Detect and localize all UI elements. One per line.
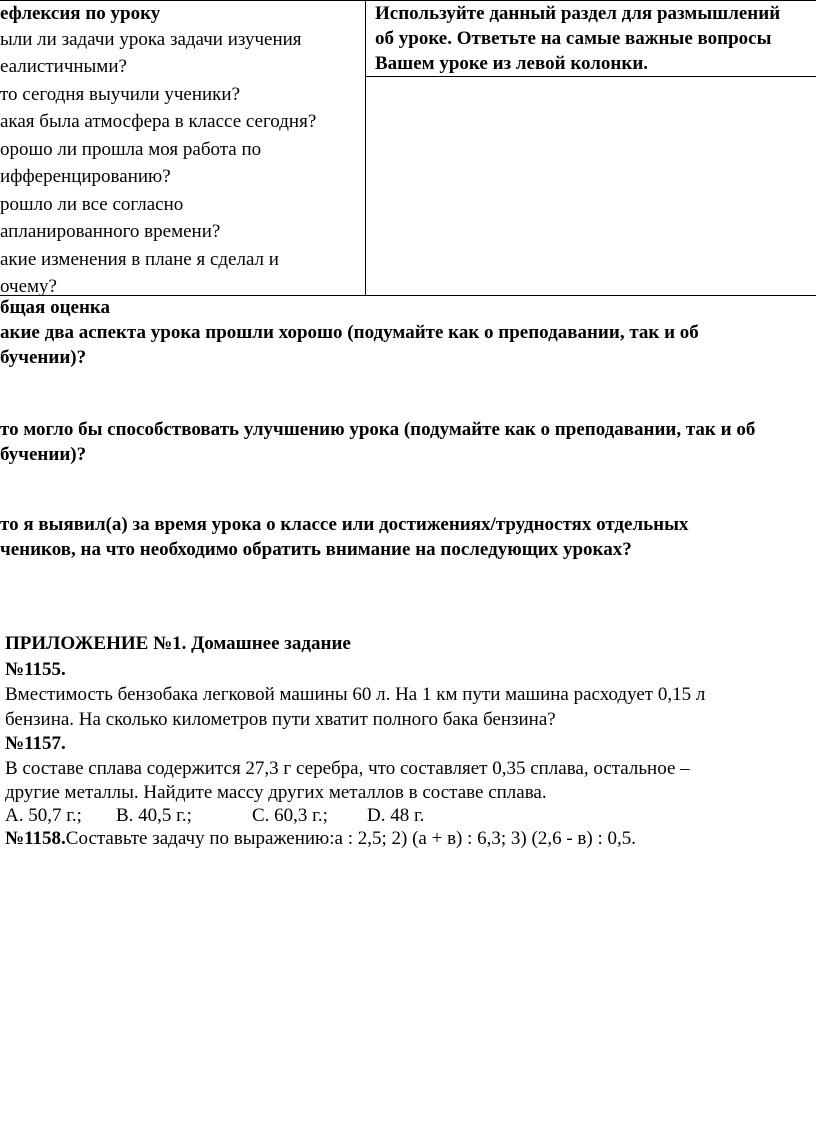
reflection-question: еалистичными? [0,56,127,77]
task-text-1155: бензина. На сколько километров пути хватит полного бака бензина? [5,709,556,730]
reflection-question: то сегодня выучили ученики? [0,84,241,105]
table-bottom-border [0,295,816,296]
reflection-question: орошо ли прошла моя работа по [0,139,262,160]
task-text-1155: Вместимость бензобака легковой машины 60 л. На 1 км пути машина расходует 0,15 л [5,684,706,705]
reflection-question: акая была атмосфера в классе сегодня? [0,111,317,132]
task-number-1157: №1157. [5,733,66,754]
reflection-question: очему? [0,276,57,297]
answer-option: А. 50,7 г.; [5,805,82,826]
reflection-instruction-line: Используйте данный раздел для размышлений [375,3,781,24]
assessment-question-2: то могло бы способствовать улучшению урока (подумайте как о преподавании, так и об [0,419,756,440]
task-text-1157: В составе сплава содержится 27,3 г серебра, что составляет 0,35 сплава, остальное – [5,758,690,779]
reflection-question: ифференцированию? [0,166,171,187]
reflection-question: апланированного времени? [0,221,221,242]
assessment-heading: бщая оценка [0,297,111,318]
assessment-question-3: чеников, на что необходимо обратить внимание на последующих уроках? [0,539,632,560]
reflection-question: ыли ли задачи урока задачи изучения [0,29,302,50]
table-top-border [0,0,816,1]
table-column-divider [365,0,366,296]
task-1158 [5,828,636,850]
task-text-1158: Составьте задачу по выражению:а : 2,5; 2) (а + в) : 6,3; 3) (2,6 - в) : 0,5. [65,828,636,849]
answer-option: В. 40,5 г.; [116,805,192,826]
assessment-question-3: то я выявил(а) за время урока о классе или достижениях/трудностях отдельных [0,514,689,535]
table-right-row-divider [365,76,816,77]
assessment-question-1: бучении)? [0,347,87,368]
answer-option: D. 48 г. [367,805,425,826]
task-number-1155: №1155. [5,659,66,680]
assessment-question-1: акие два аспекта урока прошли хорошо (подумайте как о преподавании, так и об [0,322,699,343]
assessment-question-2: бучении)? [0,444,87,465]
reflection-heading: ефлексия по уроку [0,3,161,24]
reflection-question: акие изменения в плане я сделал и [0,249,279,270]
task-text-1157: другие металлы. Найдите массу других металлов в составе сплава. [5,782,547,803]
task-number-1158: №1158. [5,828,66,849]
appendix-heading: ПРИЛОЖЕНИЕ №1. Домашнее задание [5,633,351,654]
answer-option: С. 60,3 г.; [252,805,328,826]
reflection-question: рошло ли все согласно [0,194,184,215]
reflection-instruction-line: Вашем уроке из левой колонки. [375,53,649,74]
reflection-instruction-line: об уроке. Ответьте на самые важные вопросы [375,28,772,49]
